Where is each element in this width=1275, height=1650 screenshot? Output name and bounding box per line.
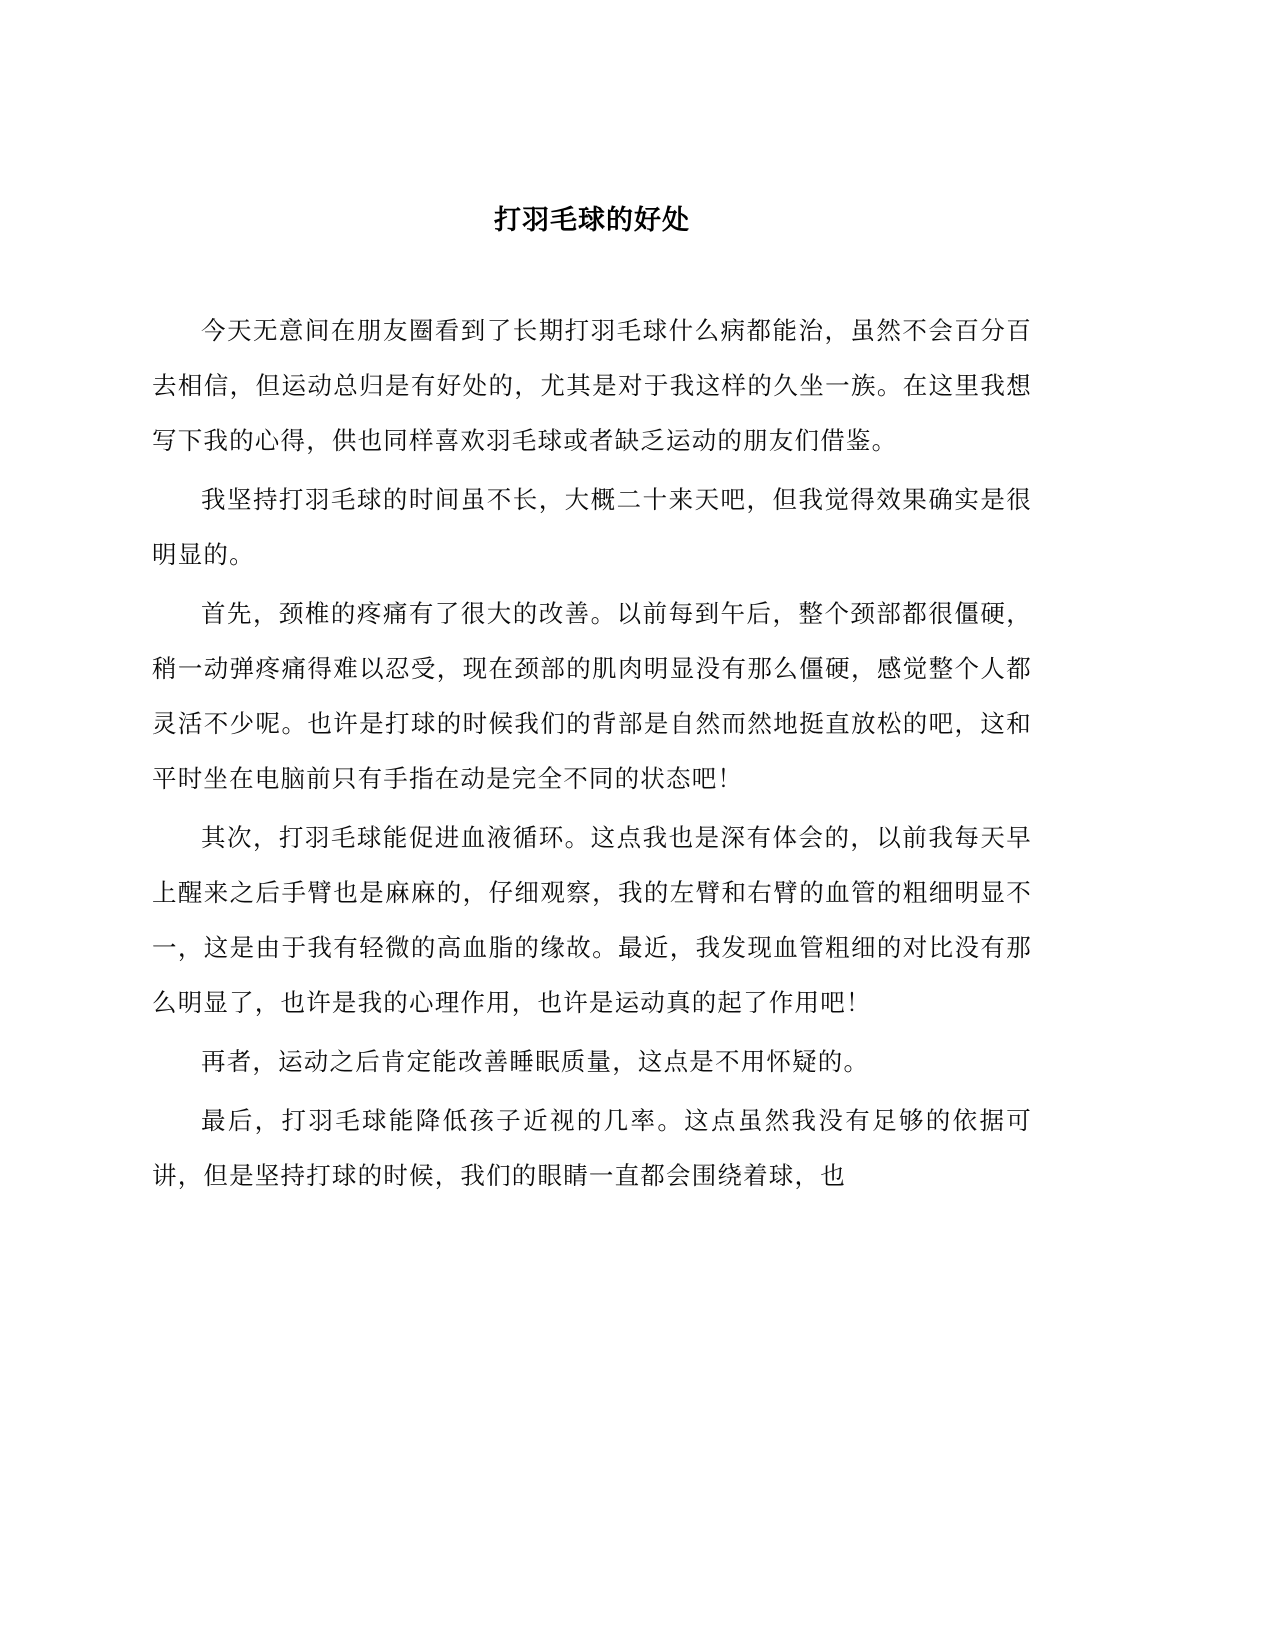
paragraph: 再者，运动之后肯定能改善睡眠质量，这点是不用怀疑的。	[201, 1047, 870, 1076]
paragraph: 首先，颈椎的疼痛有了很大的改善。以前每到午后，整个颈部都很僵硬，稍一动弹疼痛得难以忍受，现在颈部的肌肉明显没有那么僵硬，感觉整个人都灵活不少呢。也许是打球的时候我们的背部是自然而然地挺直放松的吧，这和平时坐在电脑前只有手指在动是完全不同的状态吧！	[152, 599, 1032, 793]
paragraph: 今天无意间在朋友圈看到了长期打羽毛球什么病都能治，虽然不会百分百去相信，但运动总归是有好处的，尤其是对于我这样的久坐一族。在这里我想写下我的心得，供也同样喜欢羽毛球或者缺乏运动的朋友们借鉴。	[152, 316, 1032, 455]
paragraph: 我坚持打羽毛球的时间虽不长，大概二十来天吧，但我觉得效果确实是很明显的。	[152, 485, 1032, 569]
page-title: 打羽毛球的好处	[494, 205, 690, 236]
paragraph: 其次，打羽毛球能促进血液循环。这点我也是深有体会的，以前我每天早上醒来之后手臂也是麻麻的，仔细观察，我的左臂和右臂的血管的粗细明显不一，这是由于我有轻微的高血脂的缘故。最近，我发现血管粗细的对比没有那么明显了，也许是我的心理作用，也许是运动真的起了作用吧！	[152, 823, 1032, 1017]
paragraph: 最后，打羽毛球能降低孩子近视的几率。这点虽然我没有足够的依据可讲，但是坚持打球的时候，我们的眼睛一直都会围绕着球，也	[152, 1106, 1032, 1190]
paragraph-list	[152, 303, 1032, 1203]
document-body	[152, 0, 1032, 1203]
